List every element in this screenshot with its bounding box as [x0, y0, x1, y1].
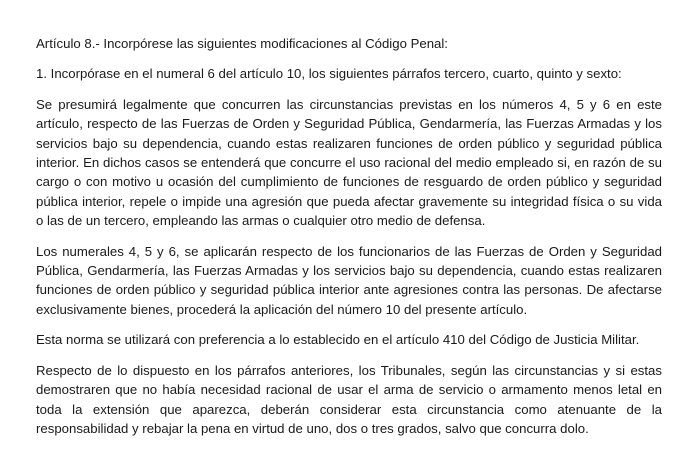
- paragraph-preferencia: Esta norma se utilizará con preferencia a lo establecido en el artículo 410 del Código de Justicia Militar.: [36, 332, 640, 348]
- paragraph-tribunales: Respecto de lo dispuesto en los párrafos anteriores, los Tribunales, según las circunstancias y si estas demostraren que no había necesidad racional de usar el arma de servicio o armamento menos letal en toda la extensión que aparezca, deberán considerar esta circunstancia como atenuante de la responsabilidad y rebajar la pena en virtud de uno, dos o tres grados, salvo que concurra dolo.: [36, 362, 662, 436]
- item-1: 1. Incorpórase en el numeral 6 del artículo 10, los siguientes párrafos tercero, cuarto, quinto y sexto:: [36, 66, 622, 82]
- paragraph-numerales: Los numerales 4, 5 y 6, se aplicarán respecto de los funcionarios de las Fuerzas de Orden y Seguridad Pública, Gendarmería, las Fuerzas Armadas y los servicios bajo su dependencia, cuando estas realizaren funciones de orden público y seguridad pública interior ante agresiones contra las personas. De afectarse exclusivamente bienes, procederá la aplicación del número 10 del presente artículo.: [36, 243, 662, 317]
- document-body: [36, 34, 662, 449]
- article-heading: Artículo 8.- Incorpórese las siguientes modificaciones al Código Penal:: [36, 36, 448, 51]
- paragraph-presumption: Se presumirá legalmente que concurren las circunstancias previstas en los números 4, 5 y 6 en este artículo, respecto de las Fuerzas de Orden y Seguridad Pública, Gendarmería, las Fuerzas Armadas y los servicios bajo su dependencia, cuando estas realizaren funciones de orden público y seguridad pública interior. En dichos casos se entenderá que concurre el uso racional del medio empleado si, en razón de su cargo o con motivo u ocasión del cumplimiento de funciones de resguardo de orden público y seguridad pública interior, repele o impide una agresión que pueda afectar gravemente su integridad física o su vida o las de un tercero, empleando las armas o cualquier otro medio de defensa.: [36, 96, 662, 229]
